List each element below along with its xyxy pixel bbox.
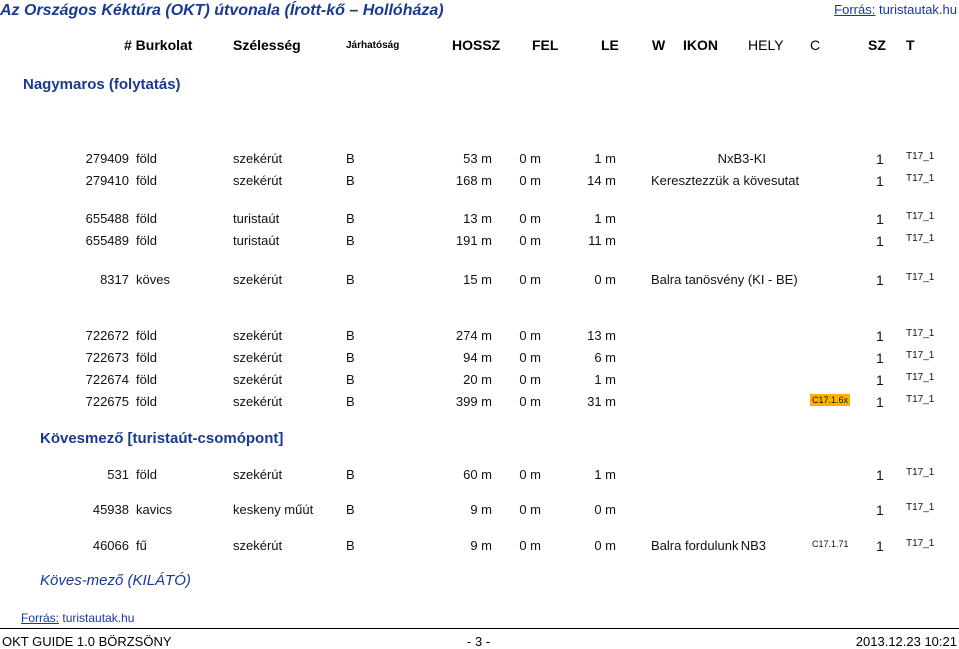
footer-source-credit <box>21 611 134 625</box>
col-header-ikon: IKON <box>683 37 718 53</box>
table-row: 46066 fű szekérút B 9 m 0 m 0 m Balra fordulunk NB3 C17.1.71 1 T17_1 <box>92 538 935 554</box>
table-row: 279409 föld szekérút B 53 m 0 m 1 m NxB3-KI 1 T17_1 <box>85 151 935 167</box>
col-header-sz: SZ <box>868 37 886 53</box>
waypoint-code: C17.1.71 <box>812 539 849 549</box>
document-title: Az Országos Kéktúra (OKT) útvonala (Írott-kő – Hollóháza) <box>0 2 444 19</box>
source-credit <box>834 2 957 17</box>
table-row: 531 föld szekérút B 60 m 0 m 1 m 1 T17_1 <box>107 467 935 483</box>
table-row: 722672 föld szekérút B 274 m 0 m 13 m 1 T17_1 <box>85 328 935 344</box>
table-row: 279410 föld szekérút B 168 m 0 m 14 m Keresztezzük a kövesutat 1 T17_1 <box>85 173 935 189</box>
table-row: 655488 föld turistaút B 13 m 0 m 1 m 1 T17_1 <box>85 211 935 227</box>
section-koves-mezo-kilato: Köves-mező (KILÁTÓ) <box>40 572 191 589</box>
col-header-t: T <box>906 37 915 53</box>
col-header-fel: FEL <box>532 37 559 53</box>
col-header-c: C <box>810 37 821 53</box>
table-row: 722675 föld szekérút B 399 m 0 m 31 m C17.1.6x 1 T17_1 <box>85 394 935 410</box>
source-label[interactable]: Forrás: <box>834 2 876 17</box>
section-kovesmezo: Kövesmező [turistaút-csomópont] <box>40 430 284 447</box>
table-row: 655489 föld turistaút B 191 m 0 m 11 m 1 T17_1 <box>85 233 935 249</box>
col-header-burkolat: # Burkolat <box>124 37 193 53</box>
footer-guide-name: OKT GUIDE 1.0 BÖRZSÖNY <box>2 634 172 649</box>
footer-divider <box>0 628 959 629</box>
col-header-w: W <box>652 37 666 53</box>
col-header-hely: HELY <box>748 37 784 53</box>
table-row: 722673 föld szekérút B 94 m 0 m 6 m 1 T17_1 <box>85 350 935 366</box>
col-header-jarhatosag: Járhatóság <box>346 40 400 51</box>
footer-source-value: turistautak.hu <box>62 611 135 625</box>
footer-source-label[interactable]: Forrás: <box>21 611 60 625</box>
table-row: 8317 köves szekérút B 15 m 0 m 0 m Balra tanösvény (KI - BE) 1 T17_1 <box>100 272 935 288</box>
waypoint-code-badge: C17.1.6x <box>812 395 849 405</box>
footer-datetime: 2013.12.23 10:21 <box>855 634 957 649</box>
table-row: 45938 kavics keskeny műút B 9 m 0 m 0 m 1 T17_1 <box>92 502 935 518</box>
source-value: turistautak.hu <box>878 2 957 17</box>
footer-page-number: - 3 - <box>467 634 491 649</box>
table-row: 722674 föld szekérút B 20 m 0 m 1 m 1 T17_1 <box>85 372 935 388</box>
section-nagymaros: Nagymaros (folytatás) <box>23 76 181 93</box>
col-header-hossz: HOSSZ <box>452 37 501 53</box>
col-header-le: LE <box>601 37 619 53</box>
col-header-szelesseg: Szélesség <box>233 37 301 53</box>
